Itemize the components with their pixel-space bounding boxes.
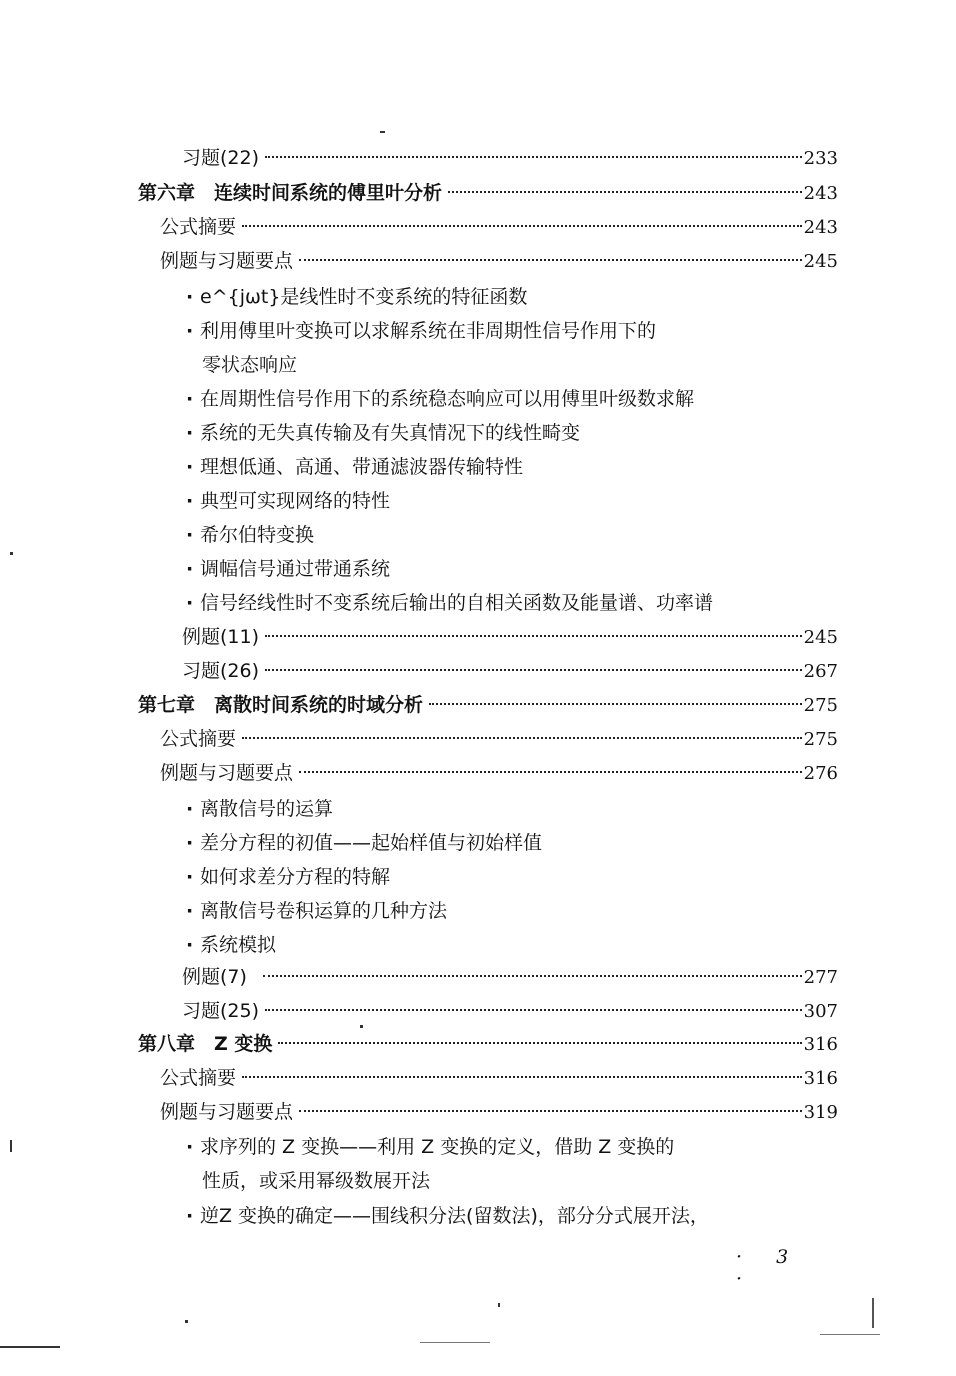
scan-speck	[10, 552, 13, 555]
dot-leader	[429, 703, 802, 705]
toc-key-point-continuation: 性质，或采用幂级数展开法	[202, 1170, 431, 1192]
bullet-icon: ·	[186, 286, 194, 308]
toc-key-point	[186, 794, 333, 824]
scan-speck	[380, 131, 385, 133]
toc-entry[interactable]	[182, 622, 838, 652]
toc-key-point-text: 信号经线性时不变系统后输出的自相关函数及能量谱、功率谱	[200, 592, 714, 614]
dot-leader	[242, 737, 802, 739]
dot-leader	[299, 259, 802, 261]
toc-key-point-text: 系统模拟	[200, 934, 277, 956]
toc-key-point	[186, 1201, 709, 1231]
toc-key-point-text: 系统的无失真传输及有失真情况下的线性畸变	[200, 422, 581, 444]
toc-entry-label: 公式摘要	[160, 728, 237, 750]
toc-key-point	[186, 828, 542, 858]
toc-key-point	[186, 418, 580, 448]
toc-key-point-text: 差分方程的初值——起始样值与初始样值	[200, 832, 543, 854]
toc-chapter-heading[interactable]	[138, 1029, 838, 1059]
toc-key-point-text: 调幅信号通过带通系统	[200, 558, 391, 580]
toc-key-point	[186, 554, 390, 584]
scan-speck	[10, 1140, 12, 1152]
toc-key-point-text: e^{jωt}是线性时不变系统的特征函数	[200, 286, 528, 308]
toc-chapter-label: 第七章 离散时间系统的时域分析	[138, 694, 424, 716]
toc-key-point-text: 逆Z 变换的确定——围线积分法(留数法)，部分分式展开法，	[200, 1205, 709, 1227]
bullet-icon: ·	[186, 832, 194, 854]
dot-leader	[263, 975, 802, 977]
toc-page-number: 316	[803, 1068, 838, 1089]
dot-leader	[299, 1110, 802, 1112]
toc-key-point-text: 离散信号卷积运算的几种方法	[200, 900, 448, 922]
toc-key-point-text: 如何求差分方程的特解	[200, 866, 391, 888]
scan-speck	[820, 1334, 880, 1335]
toc-entry[interactable]	[160, 724, 838, 754]
toc-chapter-heading[interactable]	[138, 178, 838, 208]
scan-speck	[498, 1303, 500, 1307]
bullet-icon: ·	[186, 1136, 194, 1158]
toc-page-number: 275	[803, 729, 838, 750]
toc-page-number: 245	[803, 627, 838, 648]
toc-key-point-text: 利用傅里叶变换可以求解系统在非周期性信号作用下的	[200, 320, 657, 342]
toc-key-point-continuation: 零状态响应	[202, 354, 298, 376]
scan-speck	[872, 1298, 874, 1328]
bullet-icon: ·	[186, 1205, 194, 1227]
toc-key-point	[186, 384, 694, 414]
toc-page-number: 277	[803, 967, 838, 988]
toc-key-point	[186, 862, 390, 892]
toc-chapter-heading[interactable]	[138, 690, 838, 720]
toc-entry[interactable]	[182, 656, 838, 686]
toc-key-point	[186, 486, 390, 516]
toc-entry[interactable]	[160, 758, 838, 788]
toc-entry-label: 习题(22)	[182, 147, 260, 169]
toc-entry-label: 例题(11)	[182, 626, 260, 648]
toc-page-number: 243	[803, 217, 838, 238]
toc-entry-label: 公式摘要	[160, 216, 237, 238]
toc-entry[interactable]	[182, 996, 838, 1026]
toc-page-number: 319	[803, 1102, 838, 1123]
toc-key-point	[186, 588, 713, 618]
toc-entry[interactable]	[160, 1063, 838, 1093]
toc-key-point-text: 理想低通、高通、带通滤波器传输特性	[200, 456, 524, 478]
toc-entry-label: 习题(25)	[182, 1000, 260, 1022]
toc-key-point-text: 离散信号的运算	[200, 798, 334, 820]
dot-leader	[265, 669, 802, 671]
page-folio: · 3 ·	[736, 1246, 803, 1290]
toc-page-number: 316	[803, 1034, 838, 1055]
toc-chapter-label: 第八章 Z 变换	[138, 1033, 273, 1055]
dot-leader	[265, 1009, 802, 1011]
toc-entry[interactable]	[182, 962, 838, 992]
dot-leader	[242, 1076, 802, 1078]
toc-key-point	[186, 316, 656, 346]
scan-speck	[360, 1025, 363, 1028]
toc-entry-label: 例题与习题要点	[160, 762, 294, 784]
toc-page-number: 233	[803, 148, 838, 169]
toc-key-point-text: 典型可实现网络的特性	[200, 490, 391, 512]
bullet-icon: ·	[186, 388, 194, 410]
toc-page-number: 245	[803, 251, 838, 272]
toc-page-number: 276	[803, 763, 838, 784]
toc-key-point	[186, 896, 447, 926]
bullet-icon: ·	[186, 524, 194, 546]
toc-chapter-label: 第六章 连续时间系统的傅里叶分析	[138, 182, 443, 204]
toc-key-point-text: 在周期性信号作用下的系统稳态响应可以用傅里叶级数求解	[200, 388, 695, 410]
bullet-icon: ·	[186, 900, 194, 922]
toc-entry-label: 公式摘要	[160, 1067, 237, 1089]
dot-leader	[265, 635, 802, 637]
dot-leader	[265, 156, 802, 158]
bullet-icon: ·	[186, 798, 194, 820]
bullet-icon: ·	[186, 592, 194, 614]
toc-page-number: 307	[803, 1001, 838, 1022]
bullet-icon: ·	[186, 934, 194, 956]
toc-page-number: 267	[803, 661, 838, 682]
toc-key-point-text: 求序列的 Z 变换——利用 Z 变换的定义，借助 Z 变换的	[200, 1136, 675, 1158]
toc-entry[interactable]	[160, 212, 838, 242]
toc-entry-label: 例题(7)	[182, 966, 247, 988]
bullet-icon: ·	[186, 558, 194, 580]
scan-speck	[185, 1320, 188, 1323]
bullet-icon: ·	[186, 866, 194, 888]
toc-entry-label: 习题(26)	[182, 660, 260, 682]
toc-key-point	[186, 452, 523, 482]
bullet-icon: ·	[186, 422, 194, 444]
toc-page-number: 243	[803, 183, 838, 204]
dot-leader	[299, 771, 802, 773]
toc-entry[interactable]	[160, 1097, 838, 1127]
scan-speck	[0, 1346, 60, 1348]
toc-key-point-text: 希尔伯特变换	[200, 524, 315, 546]
toc-entry[interactable]	[160, 246, 838, 276]
toc-key-point	[186, 282, 527, 312]
toc-entry[interactable]	[182, 143, 838, 173]
bullet-icon: ·	[186, 490, 194, 512]
toc-key-point	[186, 520, 314, 550]
toc-key-point	[186, 930, 276, 960]
bullet-icon: ·	[186, 320, 194, 342]
dot-leader	[242, 225, 802, 227]
dot-leader	[448, 191, 802, 193]
dot-leader	[278, 1042, 801, 1044]
toc-entry-label: 例题与习题要点	[160, 1101, 294, 1123]
toc-key-point	[186, 1132, 674, 1162]
toc-page-number: 275	[803, 695, 838, 716]
scan-speck	[420, 1342, 490, 1343]
bullet-icon: ·	[186, 456, 194, 478]
toc-entry-label: 例题与习题要点	[160, 250, 294, 272]
